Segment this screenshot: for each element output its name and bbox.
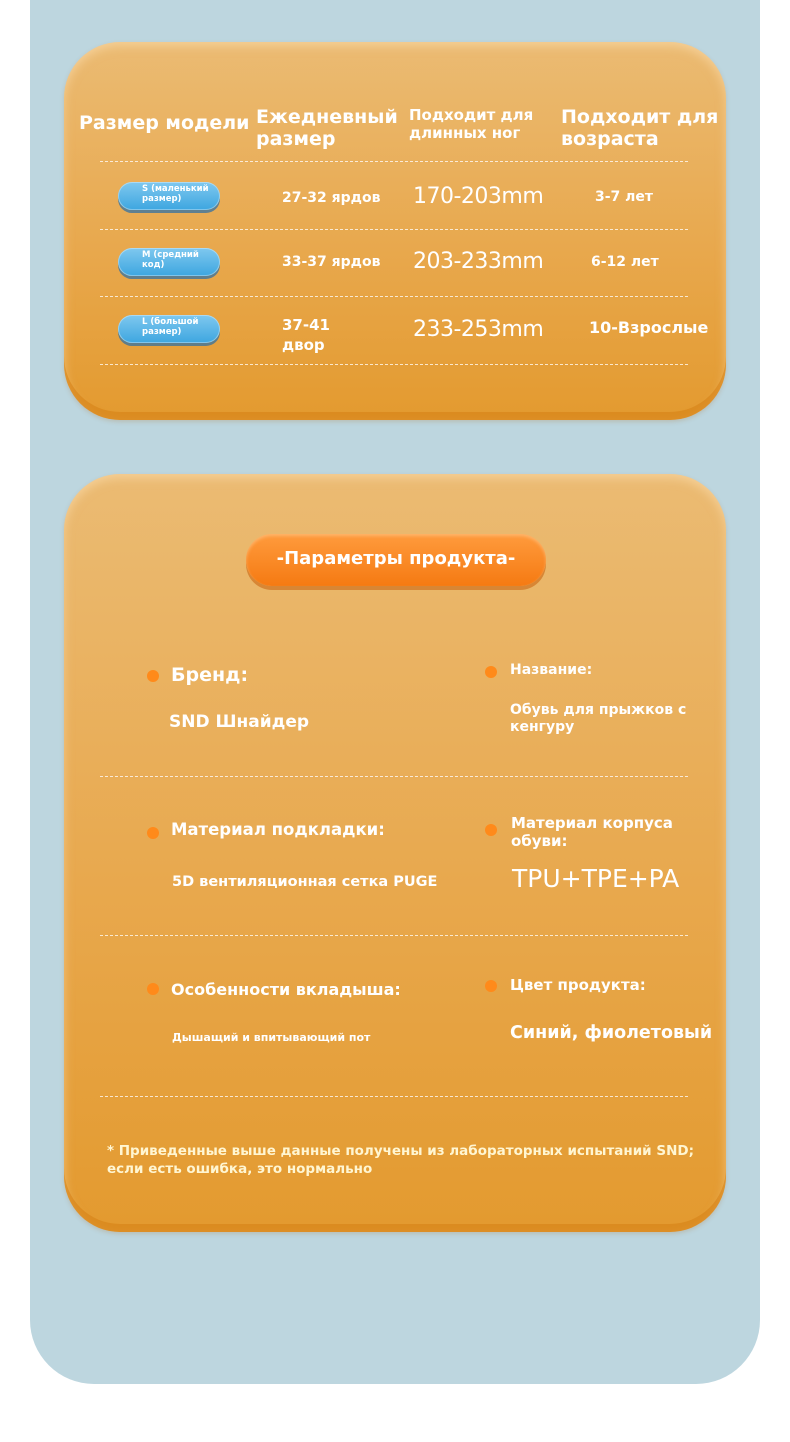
color-label: Цвет продукта: — [510, 976, 646, 994]
header-leg-length: Подходит для длинных ног — [409, 106, 534, 142]
bullet-dot — [147, 670, 159, 682]
divider — [100, 364, 688, 365]
header-model-size: Размер модели — [79, 112, 250, 134]
size-table-card — [64, 42, 726, 420]
body-material-value: TPU+TPE+PA — [512, 864, 680, 893]
insole-value: Дышащий и впитывающий пот — [172, 1031, 371, 1044]
row-l-length: 233-253mm — [413, 317, 544, 342]
bullet-dot — [485, 824, 497, 836]
lining-value: 5D вентиляционная сетка PUGE — [172, 874, 438, 890]
name-value: Обувь для прыжков с кенгуру — [510, 702, 687, 735]
divider — [100, 776, 688, 777]
divider — [100, 229, 688, 230]
row-m-age: 6-12 лет — [591, 254, 659, 270]
row-m-length: 203-233mm — [413, 249, 544, 274]
row-s-length: 170-203mm — [413, 184, 544, 209]
row-m-yards: 33-37 ярдов — [282, 254, 381, 270]
color-value: Синий, фиолетовый — [510, 1023, 713, 1043]
row-s-yards: 27-32 ярдов — [282, 190, 381, 206]
header-age: Подходит для возраста — [561, 106, 719, 150]
bullet-dot — [485, 980, 497, 992]
params-title-badge: -Параметры продукта- — [246, 534, 546, 586]
row-l-age: 10-Взрослые — [589, 318, 709, 337]
row-s-age: 3-7 лет — [595, 189, 654, 205]
name-label: Название: — [510, 662, 593, 678]
divider — [100, 935, 688, 936]
insole-label: Особенности вкладыша: — [171, 980, 401, 999]
product-params-card — [64, 474, 726, 1232]
size-pill-l: L (большой размер) — [118, 315, 220, 343]
divider — [100, 1096, 688, 1097]
size-pill-s: S (маленький размер) — [118, 182, 220, 210]
brand-label: Бренд: — [171, 664, 249, 686]
disclaimer-note: * Приведенные выше данные получены из лабораторных испытаний SND; если есть ошибка, это нормально — [107, 1143, 694, 1177]
lining-label: Материал подкладки: — [171, 820, 385, 839]
bullet-dot — [147, 983, 159, 995]
size-pill-m: M (средний код) — [118, 248, 220, 276]
bullet-dot — [147, 827, 159, 839]
bullet-dot — [485, 666, 497, 678]
divider — [100, 296, 688, 297]
brand-value: SND Шнайдер — [169, 712, 310, 732]
row-l-yards: 37-41 двор — [282, 316, 330, 354]
body-material-label: Материал корпуса обуви: — [511, 814, 673, 850]
divider — [100, 161, 688, 162]
header-daily-size: Ежедневный размер — [256, 106, 398, 150]
